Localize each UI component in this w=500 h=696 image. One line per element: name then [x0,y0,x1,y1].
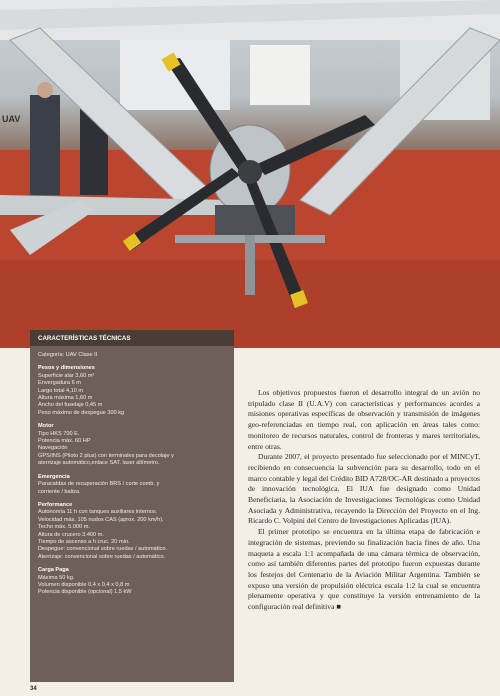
spec-line: Techo máx. 5.000 m. [38,524,90,531]
spec-line: Envergadura 6 m [38,380,81,387]
spec-line: Potencia disponible (opcional) 1,5 kW [38,589,132,596]
spec-line: corriente / baliza. [38,488,81,495]
article-body [248,388,480,613]
specs-title: CARACTERÍSTICAS TÉCNICAS [30,330,234,346]
spec-line: Altura de crucero 3.400 m. [38,531,104,538]
spec-line: Velocidad máx. 105 nudos CAS (aprox. 200 km/h). [38,516,164,523]
specs-section-motor [38,423,228,467]
page-number: 34 [30,686,37,692]
spec-line: Peso máximo de despegue 300 kg [38,409,125,416]
spec-line: Despegue: convencional sobre ruedas / automático. [38,546,168,553]
spec-line: Tipo HKS 700 E. [38,430,80,437]
spec-line: Potencia máx. 60 HP [38,438,91,445]
section-title: Emergencia [38,473,70,480]
specs-section-payload [38,567,228,597]
article-paragraph: Los objetivos propuestos fueron el desarrollo integral de un avión no tripulado clase II (U.A.V) con características y performances acordes a misiones operativas específicas de observación y transmisión de imágenes geo-referenciadas en tiempo real, con aplicación en áreas tales como: monitoreo de recursos naturales, control de fronteras y mares territoriales, entre otras. [248,388,480,451]
section-title: Motor [38,423,54,430]
spec-line: Altura máxima 1,60 m [38,395,93,402]
specs-body [38,352,228,603]
specs-section-emergency [38,474,228,496]
spec-line: Ancho del fuselaje 0,45 m [38,402,103,409]
spec-line: GPS/INS (Piloto 2 plus) con terminales para decolaje y [38,452,174,459]
specs-section-performance [38,502,228,561]
spec-line: Volumen disponible 0,4 x 0,4 x 0,8 m [38,581,130,588]
banner-text: UAV [2,114,21,124]
spec-line: Paracaídas de recuperación BRS / corte comb. y [38,481,160,488]
section-title: Carga Paga [38,567,69,574]
spec-line: Superficie alar 3,60 m² [38,372,95,379]
specs-section-weights [38,365,228,417]
technical-specs-box [30,330,234,682]
spec-line: Aterrizaje: convencional sobre ruedas / automático. [38,553,166,560]
spec-line: Largo total 4,10 m [38,387,84,394]
spec-line: Máxima 50 kg. [38,574,75,581]
spec-line: Tiempo de ascenso a h cruc. 20 min. [38,538,130,545]
article-paragraph: El primer prototipo se encuentra en la última etapa de fabricación e integración de sistemas, previendo su finalización hacia fines de año. Una maqueta a escala 1:1 acompañada de una cámara térmica de observación, como así también diferentes partes del prototipo fueron expuestas durante los festejos del Centenario de la Aviación Militar Argentina. También se expuso una versión de propulsión eléctrica escala 1:2 la cual se encuentra plenamente operativa y que constituye la versión entrenamiento de la configuración real definitiva ■ [248,527,480,612]
section-title: Pesos y dimensiones [38,365,95,372]
article-paragraph: Durante 2007, el proyecto presentado fue seleccionado por el MINCyT, recibiendo en consecuencia la subvención para su desarrollo, todo en el marco contable y legal del Crédito BID A728/OC-AR destinado a proyectos de innovación tecnológica. El IUA fue designado como Unidad Beneficiaria, la Asociación de Investigaciones Tecnológicas como Unidad Asociada y Administrativa, recayendo la Dirección del Proyecto en el Ing. Ricardo C. Volpini del Centro de Investigaciones Aplicadas (IUA). [248,452,480,526]
section-title: Performance [38,501,73,508]
spec-line: Navegación [38,445,68,452]
specs-category: Categoría: UAV Clase II [38,352,98,358]
spec-line: Autonomía 11 h con tanques auxiliares internos. [38,509,158,516]
spec-line: aterrizaje automático,enlace SAT. laser altímetro. [38,460,160,467]
